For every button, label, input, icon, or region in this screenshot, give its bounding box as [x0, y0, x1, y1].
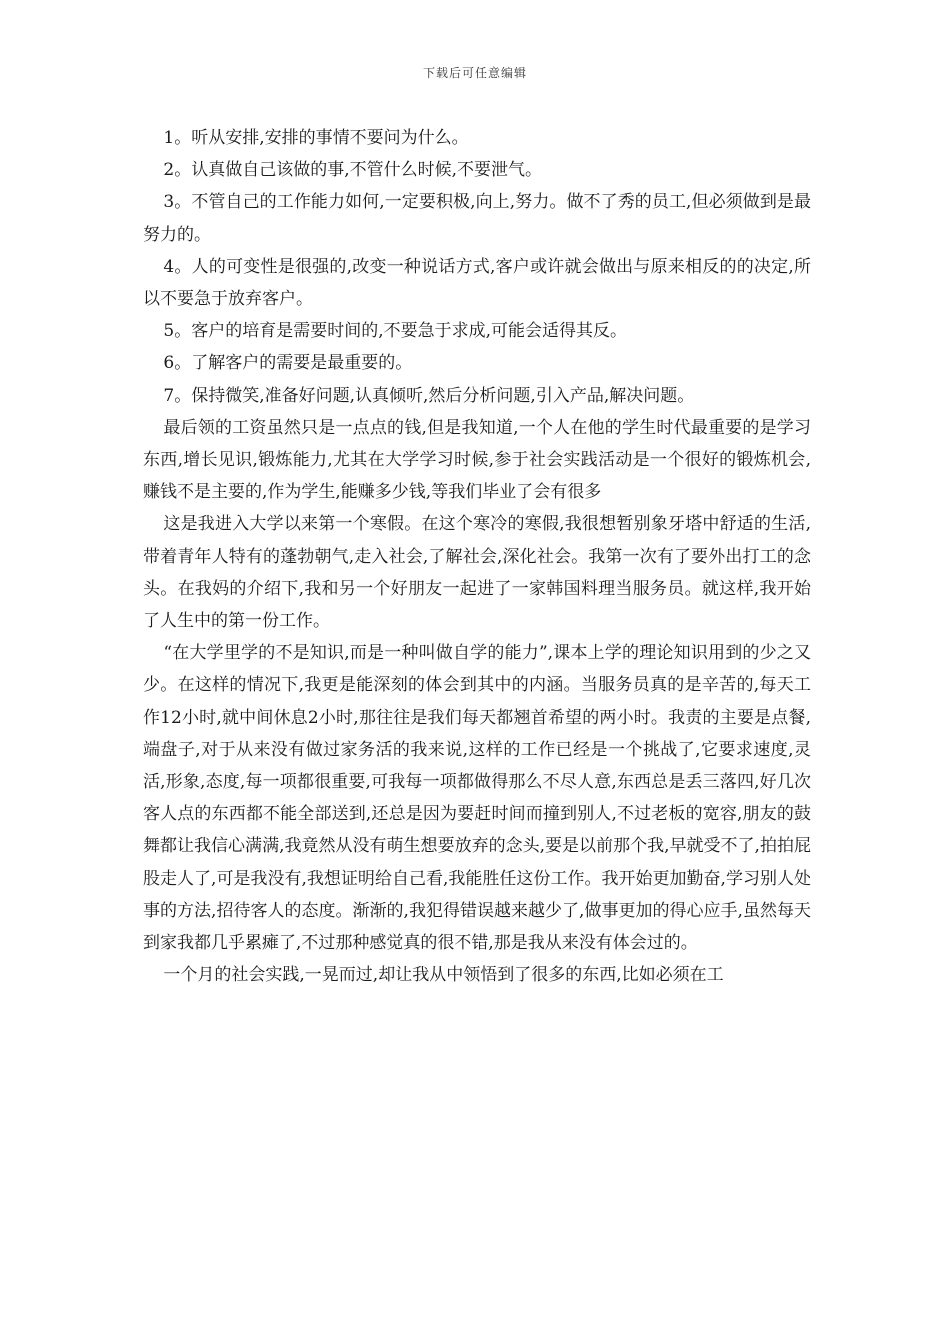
list-item-3: 3。不管自己的工作能力如何,一定要积极,向上,努力。做不了秀的员工,但必须做到是最努力的。: [143, 192, 811, 245]
list-item-6: 6。了解客户的需要是最重要的。: [163, 353, 413, 374]
document-body: [143, 122, 811, 991]
list-item-4: 4。人的可变性是很强的,改变一种说话方式,客户或许就会做出与原来相反的的决定,所以不要急于放弃客户。: [143, 256, 811, 310]
paragraph-winter-break: 这是我进入大学以来第一个寒假。在这个寒冷的寒假,我很想暂别象牙塔中舒适的生活,带着青年人特有的蓬勃朝气,走入社会,了解社会,深化社会。我第一次有了要外出打工的念头。在我妈的介绍下,我和另一个好朋友一起进了一家韩国料理当服务员。就这样,我开始了人生中的第一份工作。: [143, 514, 811, 632]
list-item-5: 5。客户的培育是需要时间的,不要急于求成,可能会适得其反。: [163, 321, 628, 342]
list-item-2: 2。认真做自己该做的事,不管什么时候,不要泄气。: [163, 160, 543, 181]
page-header: 下载后可任意编辑: [422, 66, 527, 80]
list-item-1: 1。听从安排,安排的事情不要问为什么。: [163, 128, 469, 148]
paragraph-self-learning: “在大学里学的不是知识,而是一种叫做自学的能力”,课本上学的理论知识用到的少之又少。在这样的情况下,我更是能深刻的体会到其中的内涵。当服务员真的是辛苦的,每天工作12小时,就中间休息2小时,那往往是我们每天都翘首希望的两小时。我责的主要是点餐,端盘子,对于从来没有做过家务活的我来说,这样的工作已经是一个挑战了,它要求速度,灵活,形象,态度,每一项都很重要,可我每一项都做得那么不尽人意,东西总是丢三落四,好几次客人点的东西都不能全部送到,还总是因为要赶时间而撞到别人,不过老板的宽容,朋友的鼓舞都让我信心满满,我竟然从没有萌生想要放弃的念头,要是以前那个我,早就受不了,拍拍屁股走人了,可是我没有,我想证明给自己看,我能胜任这份工作。我开始更加勤奋,学习别人处事的方法,招待客人的态度。渐渐的,我犯得错误越来越少了,做事更加的得心应手,虽然每天到家我都几乎累瘫了,不过那种感觉真的很不错,那是我从来没有体会过的。: [143, 643, 811, 954]
list-item-7: 7。保持微笑,准备好问题,认真倾听,然后分析问题,引入产品,解决问题。: [163, 385, 695, 406]
paragraph-wages: 最后领的工资虽然只是一点点的钱,但是我知道,一个人在他的学生时代最重要的是学习东西,增长见识,锻炼能力,尤其在大学学习时候,参于社会实践活动是一个很好的锻炼机会,赚钱不是主要的,作为学生,能赚多少钱,等我们毕业了会有很多: [143, 417, 811, 503]
paragraph-one-month: 一个月的社会实践,一晃而过,却让我从中领悟到了很多的东西,比如必须在工: [163, 965, 724, 986]
